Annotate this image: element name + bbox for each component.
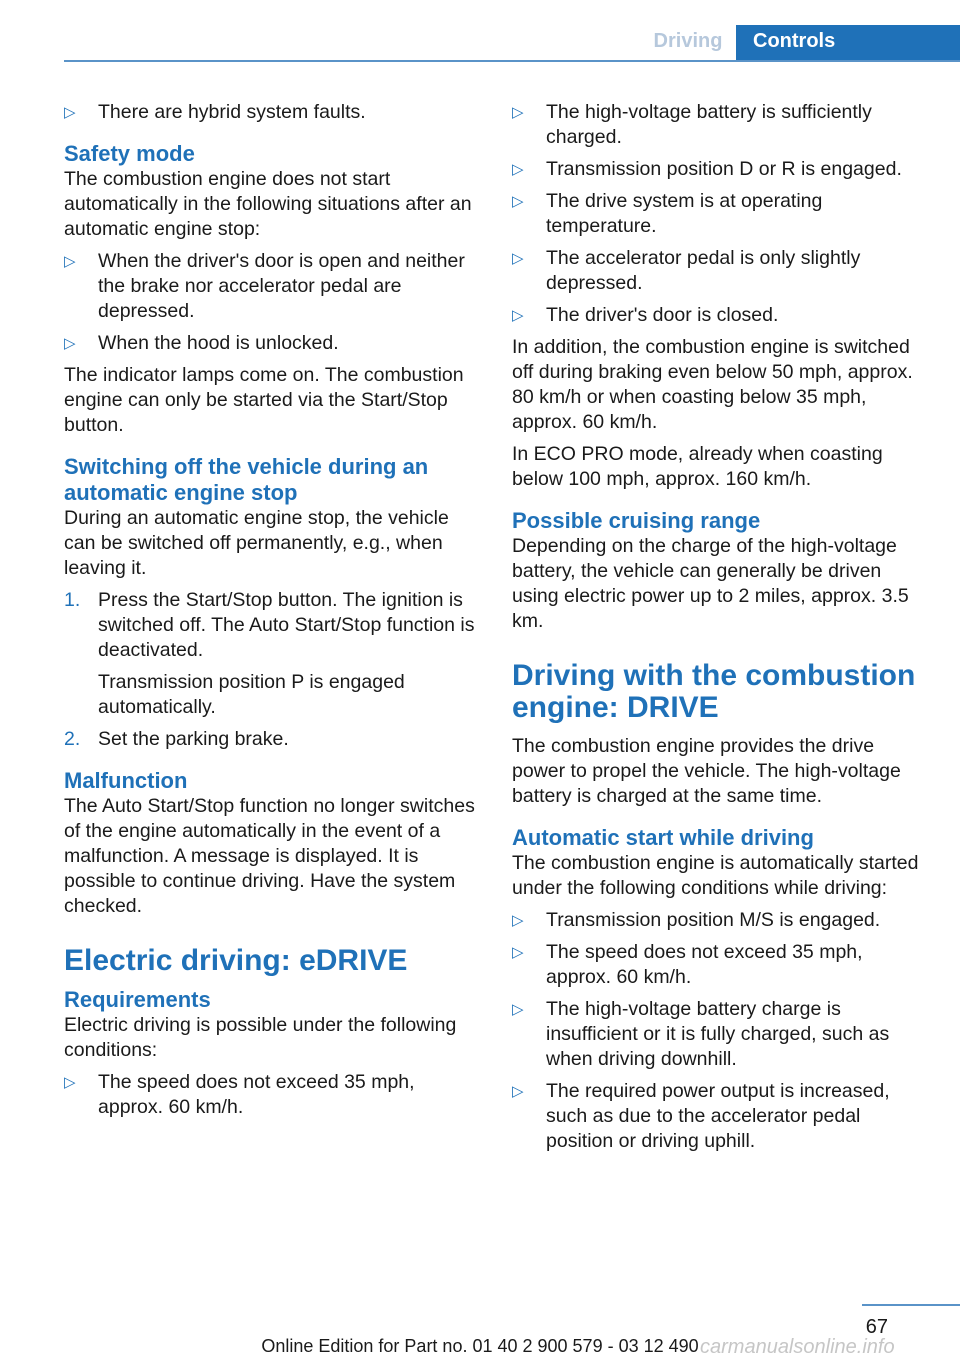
list-item: ▷ When the hood is unlocked. (64, 332, 339, 354)
footer-edition: Online Edition for Part no. 01 40 2 900 579 - 03 12 490 (261, 1336, 699, 1356)
heading-requirements: Requirements (64, 987, 211, 1012)
triangle-right-icon: ▷ (512, 250, 524, 267)
header-chapter-tab: Controls (736, 25, 960, 62)
requirements-list (64, 1070, 482, 1120)
triangle-right-icon: ▷ (512, 1083, 524, 1100)
triangle-right-icon: ▷ (64, 104, 76, 121)
triangle-right-icon: ▷ (512, 912, 524, 929)
heading-cruising-range: Possible cruising range (512, 508, 761, 533)
list-item: ▷ When the driver's door is open and neither the brake nor accelerator pedal are depressed. (64, 250, 465, 322)
header-section-tab: Driving (653, 30, 723, 52)
list-item: 1. Press the Start/Stop button. The ignition is switched off. The Auto Start/Stop function is deactivated. Transmission position P is engaged automatically. (64, 588, 482, 720)
list-item: 2. Set the parking brake. (64, 728, 289, 750)
heading-electric-driving: Electric driving: eDRIVE (64, 944, 408, 977)
autostart-list (512, 908, 930, 1154)
triangle-right-icon: ▷ (64, 335, 76, 352)
faults-list (64, 100, 482, 125)
triangle-right-icon: ▷ (512, 944, 524, 961)
list-item: ▷ The high-voltage battery is sufficiently charged. (512, 101, 872, 148)
paragraph: In ECO PRO mode, already when coasting below 100 mph, approx. 160 km/h. (512, 443, 883, 490)
list-item: ▷ Transmission position D or R is engaged. (512, 158, 902, 180)
paragraph: The combustion engine does not start automatically in the following situations after an automatic engine stop: (64, 168, 472, 240)
safety-list (64, 249, 482, 356)
triangle-right-icon: ▷ (512, 161, 524, 178)
list-item: ▷ The speed does not exceed 35 mph, approx. 60 km/h. (512, 941, 863, 988)
heading-driving-combustion: Driving with the combustion engine: DRIVE (512, 659, 916, 724)
list-item: ▷ There are hybrid system faults. (64, 101, 366, 123)
list-item: ▷ The speed does not exceed 35 mph, approx. 60 km/h. (64, 1071, 415, 1118)
heading-malfunction: Malfunction (64, 768, 188, 793)
paragraph: Electric driving is possible under the following conditions: (64, 1014, 457, 1061)
triangle-right-icon: ▷ (512, 104, 524, 121)
left-column (64, 100, 482, 1127)
footer-rule (862, 1304, 960, 1306)
triangle-right-icon: ▷ (512, 307, 524, 324)
paragraph: The combustion engine provides the drive power to propel the vehicle. The high-voltage battery is charged at the same time. (512, 735, 901, 807)
step-number: 2. (64, 728, 81, 750)
triangle-right-icon: ▷ (512, 193, 524, 210)
triangle-right-icon: ▷ (64, 253, 76, 270)
list-item: ▷ The driver's door is closed. (512, 304, 779, 326)
heading-safety-mode: Safety mode (64, 141, 195, 166)
step-subtext: Transmission position P is engaged automatically. (98, 671, 405, 718)
list-item: ▷ The high-voltage battery charge is insufficient or it is fully charged, such as when driving downhill. (512, 998, 890, 1070)
watermark: carmanualsonline.info (700, 1336, 895, 1358)
triangle-right-icon: ▷ (512, 1001, 524, 1018)
list-item: ▷ The drive system is at operating temperature. (512, 190, 823, 237)
paragraph: The combustion engine is automatically started under the following conditions while driving: (512, 852, 919, 899)
step-number: 1. (64, 589, 81, 611)
list-item: ▷ The required power output is increased, such as due to the accelerator pedal position or driving uphill. (512, 1080, 890, 1152)
paragraph: Depending on the charge of the high-voltage battery, the vehicle can generally be driven using electric power up to 2 miles, approx. 3.5 km. (512, 535, 909, 632)
header-rule (64, 60, 960, 62)
paragraph: The Auto Start/Stop function no longer switches of the engine automatically in the event of a malfunction. A message is displayed. It is possible to continue driving. Have the system checked. (64, 795, 475, 917)
list-item: ▷ The accelerator pedal is only slightly depressed. (512, 247, 861, 294)
heading-automatic-start: Automatic start while driving (512, 825, 814, 850)
triangle-right-icon: ▷ (64, 1074, 76, 1091)
requirements-list-continued (512, 100, 930, 328)
paragraph: The indicator lamps come on. The combustion engine can only be started via the Start/Stop button. (64, 364, 464, 436)
paragraph: In addition, the combustion engine is switched off during braking even below 50 mph, approx. 80 km/h or when coasting below 35 mph, approx. 60 km/h. (512, 336, 913, 433)
page-number: 67 (865, 1316, 888, 1338)
paragraph: During an automatic engine stop, the vehicle can be switched off permanently, e.g., when leaving it. (64, 507, 449, 579)
list-item: ▷ Transmission position M/S is engaged. (512, 909, 881, 931)
heading-switching-off: Switching off the vehicle during an automatic engine stop (64, 454, 429, 505)
right-column (512, 100, 930, 1161)
steps-list (64, 588, 482, 752)
